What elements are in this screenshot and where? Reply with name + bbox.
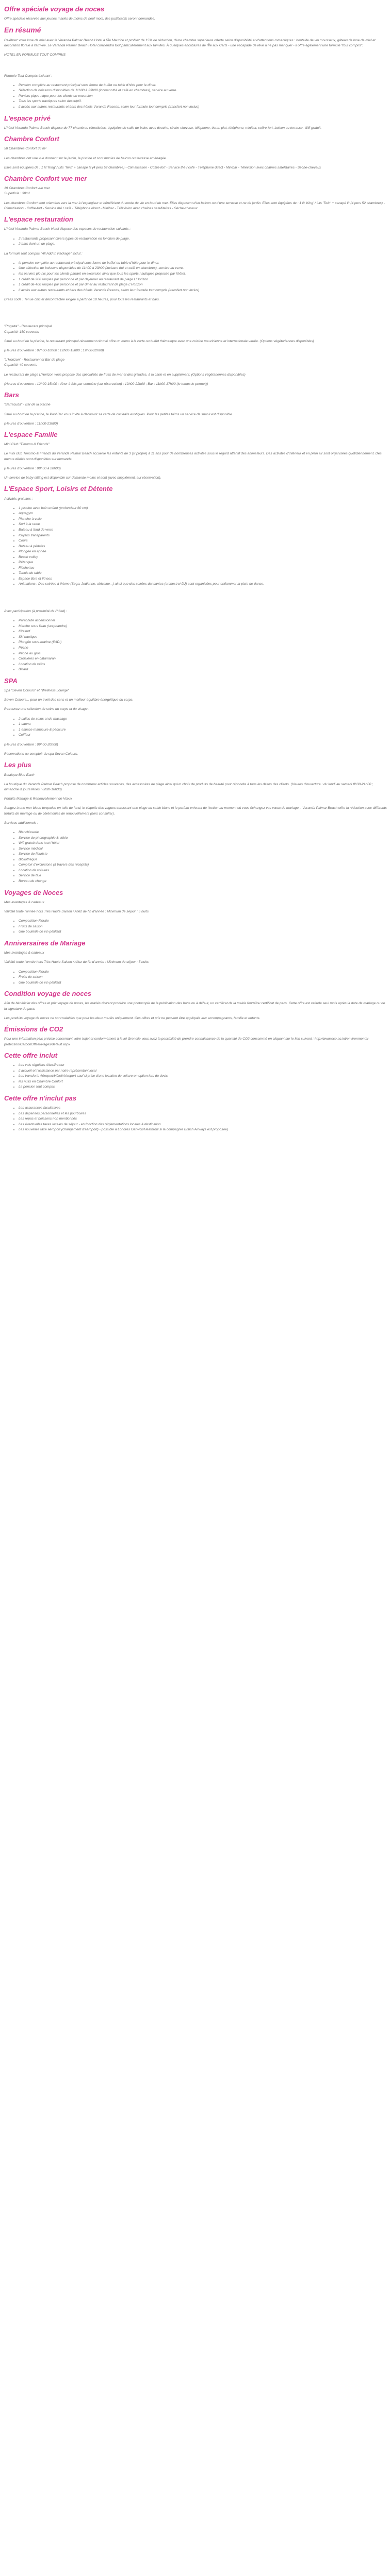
paid-activities-list bbox=[4, 618, 387, 672]
list-item: • Plongée en apnée bbox=[19, 549, 387, 555]
comfort-sea-heading: Chambre Confort vue mer bbox=[4, 174, 87, 182]
not-included-heading: Cette offre n'inclut pas bbox=[4, 1094, 77, 1102]
list-item: • Composition Florale bbox=[19, 919, 387, 924]
honeymoon-gifts-list bbox=[4, 919, 387, 935]
baby-sitting-text: Un service de baby-sitting est disponible sur demande moins et sont (avec supplément, sur réservation). bbox=[4, 476, 161, 480]
list-item: • Les assurances facultatives bbox=[19, 1106, 387, 1111]
list-item: • La pension tout compris bbox=[19, 1084, 387, 1090]
list-item: • Surf à la rame bbox=[19, 522, 387, 528]
list-item: • Fruits de saison bbox=[19, 975, 387, 980]
sports-heading: L'Espace Sport, Loisirs et Détente bbox=[4, 485, 113, 493]
additional-services-intro: Services additionnels : bbox=[4, 821, 38, 825]
conditions-text-1: Afin de bénéficier des offres et prix voyage de noces, les mariés doivent produire une photocopie de la publication des bans ou à défaut, un certificat de la mairie fourni/ou certificat de pacs. Cette offre est valable seul mois après la date de mariage ou de la signature du pacs. bbox=[4, 1002, 385, 1011]
list-item: • Paniers pique-nique pour les clients en excursion bbox=[19, 94, 387, 99]
anniversary-subtitle: Mes avantages & cadeaux bbox=[4, 951, 44, 955]
list-item: • 1 crédit de 200 roupies par personne et par déjeuner au restaurant de plage L'Horizon bbox=[19, 277, 387, 283]
list-item: • Cours bbox=[19, 538, 387, 544]
list-item: • 1 espace manucure & pédicure bbox=[19, 727, 387, 733]
spa-tagline: Seven Colours... pour un éveil des sens et un meilleur équilibre énergétique du corps. bbox=[4, 698, 134, 702]
list-item: • Bateau à pédales bbox=[19, 544, 387, 550]
horizon-name: "L'Horizon" - Restaurant et Bar de plage bbox=[4, 358, 64, 362]
list-item: • Une bouteille de vin pétillant bbox=[19, 929, 387, 935]
conditions-text-2: Les produits voyage de noces ne sont valables que pour les deux mariés uniquement. Ces offres et prix ne peuvent être appliqués aux accompagnants, famille et enfants. bbox=[4, 1016, 260, 1020]
list-item: • Fléchettes bbox=[19, 566, 387, 571]
honeymoon-validity: Validité toute l'année hors Très Haute Saison / Allez de fin d'année : Minimum de séjour : 5 nuits bbox=[4, 909, 149, 913]
list-item: • Ski nautique bbox=[19, 635, 387, 640]
anniversary-validity: Validité toute l'année hors Très Haute Saison / Allez de fin d'année : Minimum de séjour : 5 nuits bbox=[4, 960, 149, 964]
summary-list bbox=[4, 83, 387, 110]
list-item: • Pêche au gros bbox=[19, 651, 387, 657]
family-heading: L'espace Famille bbox=[4, 431, 58, 439]
bar-name: "Barracuda" - Bar de la piscine bbox=[4, 403, 51, 407]
list-item: • Une bouteille de vin pétillant bbox=[19, 980, 387, 986]
list-item: • Service de photographie & vidéo bbox=[19, 836, 387, 841]
list-item: • Plongée sous-marine (PADI) bbox=[19, 640, 387, 646]
wedding-package-description: Songez à une mer bleue turquoise en toile de fond, le clapotis des vagues caressant une plage au sable blanc et le parfum enivrant de l'océan au moment où vous échangez vos vœux de mariage... Veranda Palmar Beach offre la rédaction avec différents forfaits de mariage ou de cérémonies de renouvellement (hors consulter). bbox=[4, 806, 387, 816]
comfort-sea-text: Les chambres Confort sont orientées vers la mer à l'espiègleur et bénéficient du mode de vie en bord de mer. Elles disposent d'un balcon ou d'une terrasse et ne de jardin. Elles sont équipées de : 1 lit 'King' / Lits 'Twin' + canapé lit (4 pers 52 chambres) - Climatisation - Coffre-fort - Service thé / café - Téléphone direct - Minibar - Télévision avec chaînes satellitaires - Sèche-cheveux bbox=[4, 201, 385, 210]
list-item: • Location de voitures bbox=[19, 868, 387, 874]
list-item: • Location de vélos bbox=[19, 662, 387, 668]
conditions-heading: Condition voyage de noces bbox=[4, 990, 92, 998]
paid-activities-intro: Avec participation (à proximité de l'hôtel) : bbox=[4, 609, 68, 614]
restaurant-heading: L'espace restauration bbox=[4, 215, 73, 224]
list-item: • Tous les sports nautiques selon descriptif. bbox=[19, 99, 387, 105]
list-item: • 1 piscine avec bain enfant (profondeur 60 cm) bbox=[19, 506, 387, 512]
restaurant-intro: L'hôtel Veranda Palmar Beach Hotel dispose des espaces de restauration suivants : bbox=[4, 227, 131, 231]
private-space-text: L'hôtel Veranda Palmar Beach dispose de 77 chambres climatisées, équipées de salle de bains avec douche, sèche-cheveux, téléphone, écran plat, téléphone, minibar, coffre-fort, balcon ou terrasse, Wifi gratuit. bbox=[4, 126, 322, 130]
comfort-sea-subtitle-2: Superficie : 38m² bbox=[4, 192, 30, 196]
list-item: • Comptoir d'excursions (à travers des réceptifs) bbox=[19, 862, 387, 868]
wedding-package-name: Forfaits Mariage & Renouvellement de Vœux bbox=[4, 797, 72, 801]
list-item: • L'accès aux autres restaurants et bars des hôtels Veranda Resorts, selon leur formule tout compris (transfert non inclus) bbox=[19, 288, 387, 294]
list-item: • 2 salles de soins et de massage bbox=[19, 717, 387, 722]
list-item: • Composition Florale bbox=[19, 970, 387, 975]
anniversary-heading: Anniversaires de Mariage bbox=[4, 939, 86, 947]
emissions-text: Pour une information plus précise concernant votre trajet et conformément à la loi Grenelle vous avez la possibilité de prendre connaissance de la quantité de CO2 consommé en cliquant sur le lien suivant : http://www.eco.ac.int/environmental-protection/CarbonOffset/Pages/default.aspx bbox=[4, 1037, 369, 1046]
comfort-room-subtitle: 58 Chambres Confort 36 m² bbox=[4, 147, 46, 151]
list-item: • Tennis de table bbox=[19, 571, 387, 577]
list-item: • Parachute ascensionnel bbox=[19, 618, 387, 624]
mini-club-name: Mini Club "Timomo & Friends" bbox=[4, 443, 50, 447]
comfort-room-equipment: Elles sont équipées de : 1 lit 'King' / Lits 'Twin' + canapé lit (4 pers 52 chambres) - Climatisation - Coffre-fort - Service thé / café - Téléphone direct - Minibar - Télévision avec chaînes satellitaires - Sèche-cheveux bbox=[4, 165, 321, 170]
rogatta-capacity: Capacité: 150 couverts bbox=[4, 330, 39, 334]
list-item: • Pension complète au restaurant principal sous forme de buffet ou table d'hôte pour le dîner. bbox=[19, 83, 387, 89]
special-offer-text: Offre spéciale réservée aux jeunes mariés de moins de neuf mois, des justificatifs seront demandés. bbox=[4, 17, 155, 21]
list-item: • Bibliothèque bbox=[19, 857, 387, 863]
list-item: • L'accès aux autres restaurants et bars des hôtels Veranda Resorts, selon leur formule tout compris (transfert non inclus) bbox=[19, 105, 387, 110]
list-item: • Kayaks transparents bbox=[19, 533, 387, 539]
private-space-heading: L'espace privé bbox=[4, 114, 51, 122]
list-item: • Bureau de change bbox=[19, 879, 387, 885]
summary-formula-title: HOTEL EN FORMULE TOUT COMPRIS bbox=[4, 53, 66, 57]
honeymoon-subtitle: Mes avantages & cadeaux bbox=[4, 900, 44, 904]
mini-club-hours: (Heures d'ouverture : 08h30 à 20h00) bbox=[4, 466, 61, 470]
list-item: • Coiffeur bbox=[19, 733, 387, 738]
summary-heading: En résumé bbox=[4, 26, 41, 35]
horizon-capacity: Capacité: 40 couverts bbox=[4, 363, 37, 367]
included-heading: Cette offre inclut bbox=[4, 1051, 58, 1059]
restaurant-list bbox=[4, 236, 387, 247]
summary-formula-intro: Formule Tout Compris incluant : bbox=[4, 74, 53, 78]
list-item: • Les dépenses personnelles et les pourboires bbox=[19, 1111, 387, 1117]
list-item: • Sélection de boissons disponibles de 11h00 à 23h00 (incluant thé et café en chambres), service au verre. bbox=[19, 88, 387, 94]
list-item: • 2 bars dont un de plage. bbox=[19, 242, 387, 247]
special-offer-heading: Offre spéciale voyage de noces bbox=[4, 5, 105, 13]
horizon-description: Le restaurant de plage L'Horizon vous propose des spécialités de fruits de mer et des grillades, à la carte et en supplément. (Options végétariennes disponibles) bbox=[4, 372, 246, 377]
free-activities-intro: Activités gratuites : bbox=[4, 497, 33, 501]
comfort-sea-subtitle: 19 Chambres Confort vue mer bbox=[4, 187, 50, 191]
spa-name: Spa "Seven Colours" et "Wellness Lounge" bbox=[4, 688, 69, 692]
list-item: • Bateau à fond de verre bbox=[19, 528, 387, 533]
list-item: • Beach volley bbox=[19, 555, 387, 561]
spa-booking: Réservations au comptoir du spa Seven Colours. bbox=[4, 752, 78, 756]
rogatta-description: Situé au bord de la piscine, le restaurant principal récemment rénové offre un menu à la carte ou buffet thématique avec une cuisine mauricienne et internationale variée. (Options végétariennes disponibles) bbox=[4, 339, 314, 343]
spa-hours: (Heures d'ouverture : 09h00-20h00) bbox=[4, 742, 58, 747]
spa-intro: Retrouvez une sélection de soins du corps et du visage : bbox=[4, 707, 90, 711]
list-item: • Blanchisserie bbox=[19, 830, 387, 836]
extras-heading: Les plus bbox=[4, 761, 31, 769]
list-item: • les nuits en Chambre Confort bbox=[19, 1079, 387, 1085]
list-item: • Service de taxi bbox=[19, 873, 387, 879]
additional-services-list bbox=[4, 830, 387, 884]
list-item: • L'accueil et l'assistance par notre représentant local bbox=[19, 1069, 387, 1074]
list-item: • Animations : Des soirées à thème (Sega, Jodienne, africaine...) ainsi que des soirées dansantes (orchestre/ DJ) sont organisées pour enflammer la piste de danse. bbox=[19, 582, 387, 587]
list-item: • Les transferts Aéroport/Hôtel/Aéroport sauf si prise d'une location de voiture en option lors du devis bbox=[19, 1074, 387, 1079]
rogatta-hours: (Heures d'ouverture : 07h00-10h00 ; 12h00-15h00 ; 19h00-22h00) bbox=[4, 349, 104, 353]
list-item: • Marche sous l'eau (scaphandre) bbox=[19, 624, 387, 630]
bar-description: Situé au bord de la piscine, le Pool Bar vous invite à découvrir sa carte de cocktails exotiques. Pour les petites faims un service de snack est disponible. bbox=[4, 412, 233, 416]
list-item: • Les éventuelles taxes locales de séjour - en fonction des réglementations locales à destination bbox=[19, 1122, 387, 1128]
document bbox=[0, 0, 391, 1133]
comfort-room-heading: Chambre Confort bbox=[4, 135, 59, 143]
emissions-heading: Émissions de CO2 bbox=[4, 1025, 63, 1033]
honeymoon-heading: Voyages de Noces bbox=[4, 888, 63, 896]
spa-heading: SPA bbox=[4, 676, 18, 685]
dress-code-text: Dress code : Tenue chic et décontractée exigée à partir de 18 heures, pour tous les restaurants et bars. bbox=[4, 298, 160, 302]
horizon-hours: (Heures d'ouverture : 12h00-15h00 ; dîner à fois par semaine (sur réservation) : 19h00-22h00 ; Bar : 11h00-17h00 (le temps le permet)) bbox=[4, 382, 208, 386]
list-item: • Les vols réguliers Allez/Retour bbox=[19, 1063, 387, 1069]
list-item: • 2 restaurants proposant divers types de restauration en fonction de plage. bbox=[19, 236, 387, 242]
list-item: • Pêche bbox=[19, 646, 387, 651]
list-item: • Une sélection de boissons disponibles de 11h00 à 23h00 (incluant thé et café en chambres), service au verre. bbox=[19, 266, 387, 272]
bar-hours: (Heures d'ouverture : 11h00-23h00) bbox=[4, 421, 58, 426]
list-item: • Planche à voile bbox=[19, 517, 387, 522]
list-item: • Service médical bbox=[19, 846, 387, 852]
list-item: • 1 crédit de 400 roupies par personne et par dîner au restaurant de plage L'Horizon bbox=[19, 282, 387, 288]
list-item: • Aquagym bbox=[19, 511, 387, 517]
list-item: • Les nouvelles taxe aéroport (changement d'aéroport) - possible à Londres Gatwick/Heathrow si la compagnie British Airways est proposée) bbox=[19, 1127, 387, 1133]
mini-club-description: Le mini club Timomo & Friends du Veranda Palmar Beach accueille les enfants de 3 (si propre) à 11 ans pour de nombreuses activités sous le regard attentif des animateurs. Des activités d'intérieur et en plein air sont organisées quotidiennement. Des menus dédiés sont disponibles sur demande. bbox=[4, 452, 382, 461]
comfort-room-text: Les chambres ont une vue donnant sur le jardin, la piscine et sont munies de balcon ou terrasse aménagée. bbox=[4, 156, 167, 160]
list-item: • Les repas et boissons non mentionnés bbox=[19, 1116, 387, 1122]
not-included-list bbox=[4, 1106, 387, 1133]
included-list bbox=[4, 1063, 387, 1090]
list-item: • 1 sauna bbox=[19, 722, 387, 727]
restaurant-package-list bbox=[4, 261, 387, 293]
free-activities-list bbox=[4, 506, 387, 587]
list-item: • Pétanque bbox=[19, 560, 387, 566]
list-item: • Espace libre et fitness bbox=[19, 577, 387, 582]
spa-list bbox=[4, 717, 387, 738]
list-item: • les paniers pic-nic pour les clients partant en excursion ainsi que tous les sports nautiques proposés par l'hôtel. bbox=[19, 272, 387, 277]
restaurant-package-intro: La formule tout compris "All Add In Package" inclut : bbox=[4, 251, 83, 256]
list-item: • Fruits de saison bbox=[19, 924, 387, 930]
bars-heading: Bars bbox=[4, 391, 19, 399]
list-item: • Billard bbox=[19, 667, 387, 673]
boutique-description: La boutique du Veranda Palmar Beach propose de nombreux articles souvenirs, des accessoires de plage ainsi qu'un choix de produits de beauté pour répondre à tous les désirs des clients. (Heures d'ouverture : du lundi au samedi 8h30-21h00 ; dimanche & jours fériés : 8h30-16h30) bbox=[4, 782, 373, 791]
list-item: • Kitesurf bbox=[19, 629, 387, 635]
list-item: • Service de fleuriste bbox=[19, 852, 387, 857]
rogatta-name: "Rogatta" - Restaurant principal bbox=[4, 325, 52, 329]
boutique-name: Boutique Blue Earth bbox=[4, 773, 35, 777]
list-item: • la pension complète au restaurant principal sous forme de buffet ou table d'hôte pour le dîner. bbox=[19, 261, 387, 266]
anniversary-gifts-list bbox=[4, 970, 387, 986]
list-item: • Croisières en catamaran bbox=[19, 656, 387, 662]
list-item: • Wifi gratuit dans tout l'hôtel bbox=[19, 841, 387, 846]
summary-text: Célébrez votre lune de miel avec le Veranda Palmar Beach Hotel à l'Île Maurice et profitez de 15% de réduction, d'une chambre supérieure offerte selon disponibilité et d'attentions romantiques : bouteille de vin mousseux, gâteau de lune de miel et décoration florale à l'arrivée. Le Veranda Palmar Beach Hotel conviendra tout particulièrement aux familles. À quelques encablures de l'Île aux Cerfs - une escapade de rêve à ne pas manquer - il offre également une formule "tout compris". bbox=[4, 38, 376, 48]
